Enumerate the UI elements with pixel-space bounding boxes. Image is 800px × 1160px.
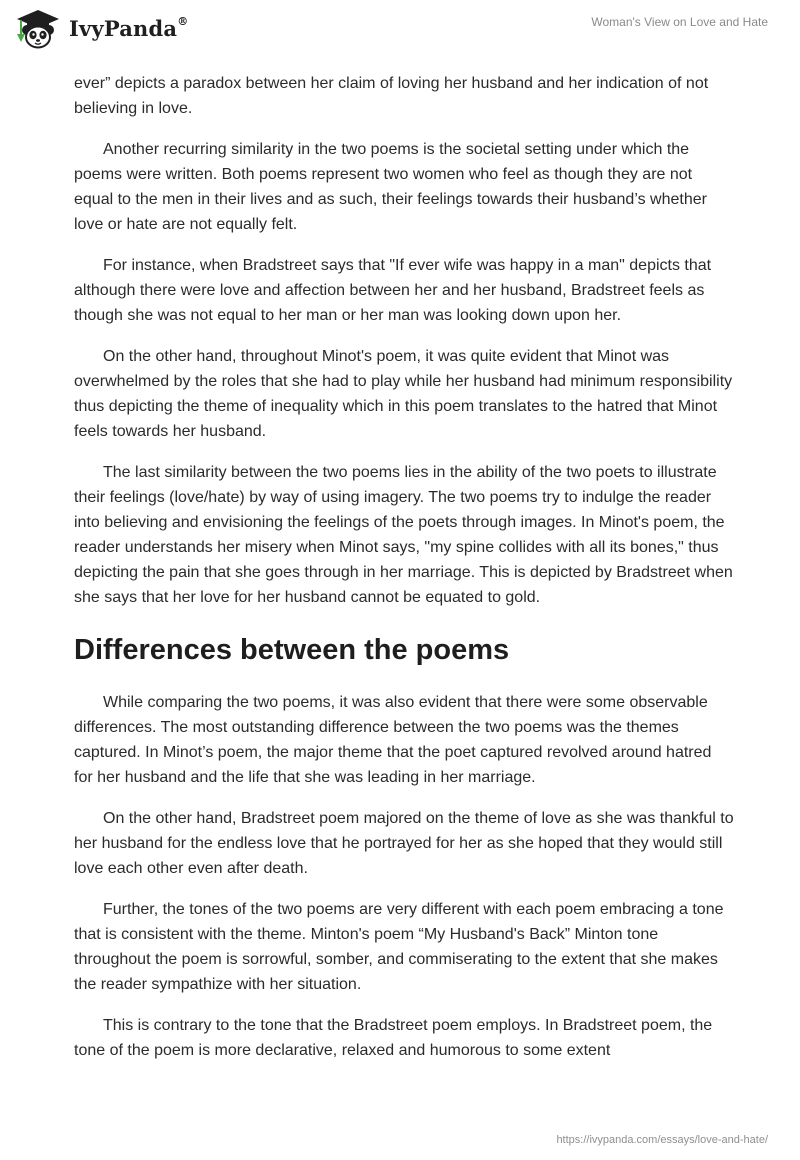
paragraph: The last similarity between the two poems lies in the ability of the two poets to illustrate their feelings (love/hate) by way of using imagery. The two poems try to indulge the reader into believing and envisioning the feelings of the poets through images. In Minot's poem, the reader understands her misery when Minot says, "my spine collides with all its bones," thus depicting the pain that she goes through in her marriage. This is depicted by Bradstreet when she says that her love for her husband cannot be equated to gold. [74,464,733,606]
paragraph: For instance, when Bradstreet says that "If ever wife was happy in a man" depicts that although there were love and affection between her and her husband, Bradstreet feels as though she was not equal to her man or her man was looking down upon her. [74,257,712,324]
source-url[interactable]: https://ivypanda.com/essays/love-and-hate/ [556,1134,768,1146]
paragraph: ever” depicts a paradox between her claim of loving her husband and her indication of not believing in love. [74,75,709,117]
paragraph: On the other hand, throughout Minot's poem, it was quite evident that Minot was overwhelmed by the roles that she had to play while her husband had minimum responsibility thus depicting the theme of inequality which in this poem translates to the hatred that Minot feels towards her husband. [74,348,733,440]
brand-name: IvyPanda® [69,14,189,41]
panda-graduate-icon [14,8,62,50]
paragraph: On the other hand, Bradstreet poem majored on the theme of love as she was thankful to her husband for the endless love that he portrayed for her as she hoped that they would still love each other even after death. [74,810,734,877]
paragraph: This is contrary to the tone that the Bradstreet poem employs. In Bradstreet poem, the tone of the poem is more declarative, relaxed and humorous to some extent [74,1017,713,1059]
brand-logo[interactable] [14,8,188,50]
document-title: Woman's View on Love and Hate [591,15,768,29]
paragraph: Further, the tones of the two poems are very different with each poem embracing a tone that is consistent with the theme. Minton's poem “My Husband's Back” Minton tone throughout the poem is sorrowful, somber, and commiserating to the extent that she makes the reader sympathize with her situation. [74,901,724,993]
paragraph: Another recurring similarity in the two poems is the societal setting under which the poems were written. Both poems represent two women who feel as though they are not equal to the men in their lives and as such, their feelings towards their husband’s whether love or hate are not equally felt. [74,141,707,233]
registered-mark: ® [177,14,189,28]
section-heading: Differences between the poems [74,634,510,666]
paragraph: While comparing the two poems, it was also evident that there were some observable differences. The most outstanding difference between the two poems was the themes captured. In Minot’s poem, the major theme that the poet captured revolved around hatred for her husband and the life that she was leading in her marriage. [74,694,712,786]
page-header [0,0,800,70]
essay-content [74,71,734,1079]
